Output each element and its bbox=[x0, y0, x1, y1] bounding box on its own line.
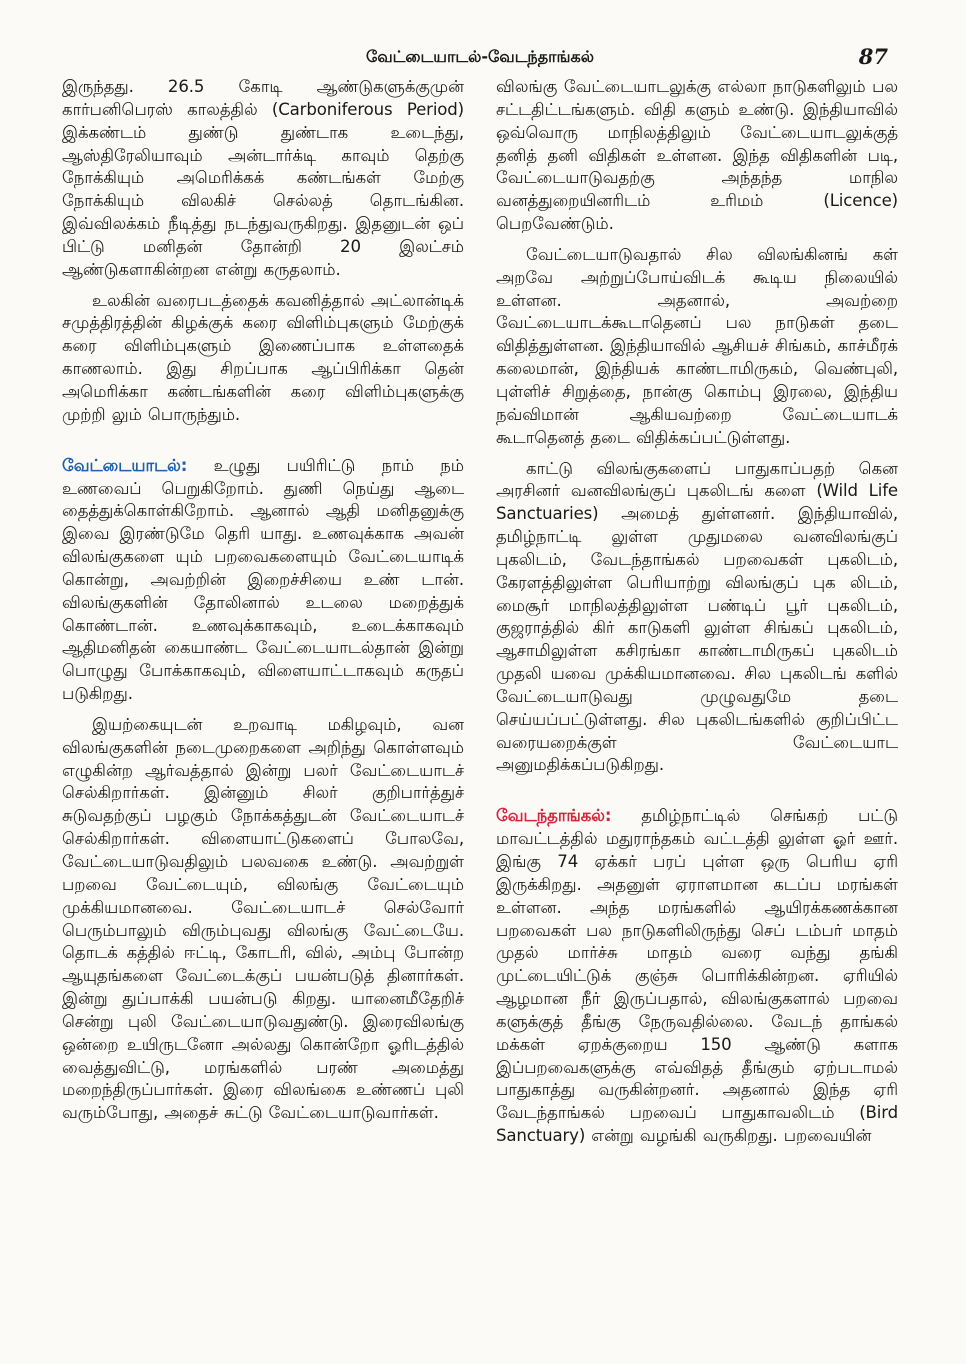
page-number: 87 bbox=[858, 44, 888, 69]
running-title: வேட்டையாடல்-வேடந்தாங்கல் bbox=[366, 47, 594, 66]
vedanthangal-heading: வேடந்தாங்கல்: bbox=[496, 806, 612, 826]
left-paragraph-2: உலகின் வரைபடத்தைக் கவனித்தால் அட்லான்டிக் சமுத்திரத்தின் கிழக்குக் கரை விளிம்புகளும் மேற்குக் கரை விளிம்புகளும் இணைப்பாக உள்ளதைக் காணலாம். இது சிறப்பாக ஆப்பிரிக்கா தென் அமெரிக்கா கண்டங்களின் கரை விளிம்புகளுக்கு முற்றி லும் பொருந்தும். bbox=[62, 290, 464, 424]
right-paragraph-3: காட்டு விலங்குகளைப் பாதுகாப்பதற் கென அரசினர் வனவிலங்குப் புகலிடங் களை (Wild Life Sanctuaries) அமைத் துள்ளனர். இந்தியாவில், தமிழ்நாட்டி லுள்ள முதுமலை வனவிலங்குப் புகலிடம், வேடந்தாங்கல் பறவைகள் புகலிடம், கேரளத்திலுள்ள பெரியாற்று விலங்குப் புக லிடம், மைசூர் மாநிலத்திலுள்ள பண்டிப் பூர் புகலிடம், குஜராத்தில் கிர் காடுகளி லுள்ள சிங்கப் புகலிடம், ஆசாமிலுள்ள கசிரங்கா காண்டாமிருகப் புகலிடம் முதலி யவை முக்கியமானவை. சில புகலிடங் களில் வேட்டையாடுவது முழுவதுமே தடை செய்யப்பட்டுள்ளது. சில புகலிடங்களில் குறிப்பிட்ட வரையறைக்குள் வேட்டையாட அனுமதிக்கப்படுகிறது. bbox=[496, 458, 898, 775]
left-paragraph-4: இயற்கையுடன் உறவாடி மகிழவும், வன விலங்குகளின் நடைமுறைகளை அறிந்து கொள்ளவும் எழுகின்ற ஆர்வத்தால் இன்று பலர் வேட்டையாடச் செல்கிறார்கள். இன்னும் சிலர் குறிபார்த்துச் சுடுவதற்குப் பழகும் நோக்கத்துடன் வேட்டையாடச் செல்கிறார்கள். விளையாட்டுகளைப் போலவே, வேட்டையாடுவதிலும் பலவகை உண்டு. அவற்றுள் பறவை வேட்டையும், விலங்கு வேட்டையும் முக்கியமானவை. வேட்டையாடச் செல்வோர் பெரும்பாலும் விரும்புவது விலங்கு வேட்டையே. தொடக் கத்தில் ஈட்டி, கோடரி, வில், அம்பு போன்ற ஆயுதங்களை வேட்டைக்குப் பயன்படுத் தினார்கள். இன்று துப்பாக்கி பயன்படு கிறது. யானைமீதேறிச் சென்று புலி வேட்டையாடுவதுண்டு. இரைவிலங்கு ஒன்றை உயிருடனோ அல்லது கொன்றோ ஓரிடத்தில் வைத்துவிட்டு, மரங்களில் பரண் அமைத்து மறைந்திருப்பார்கள். இரை விலங்கை உண்ணப் புலி வரும்போது, அதைச் சுட்டு வேட்டையாடுவார்கள். bbox=[62, 714, 464, 1123]
right-paragraph-2: வேட்டையாடுவதால் சில விலங்கினங் கள் அறவே அற்றுப்போய்விடக் கூடிய நிலையில் உள்ளன. அதனால், அவற்றை வேட்டையாடக்கூடாதெனப் பல நாடுகள் தடை விதித்துள்ளன. இந்தியாவில் ஆசியச் சிங்கம், காச்மீரக் கலைமான், இந்தியக் காண்டாமிருகம், வெண்புலி, புள்ளிச் சிறுத்தை, நான்கு கொம்பு இரலை, இந்திய நவ்விமான் ஆகியவற்றை வேட்டையாடக் கூடாதெனத் தடை விதிக்கப்பட்டுள்ளது. bbox=[496, 244, 898, 447]
vedanthangal-section-text: தமிழ்நாட்டில் செங்கற் பட்டு மாவட்டத்தில் மதுராந்தகம் வட்டத்தி லுள்ள ஓர் ஊர். இங்கு 74 ஏக்கர் பரப் புள்ள ஒரு பெரிய ஏரி இருக்கிறது. அதனுள் ஏராளமான கடப்ப மரங்கள் உள்ளன. அந்த மரங்களில் ஆயிரக்கணக்கான பறவைகள் பல நாடுகளிலிருந்து செப் டம்பர் மாதம் முதல் மார்ச்சு மாதம் வரை வந்து தங்கி முட்டையிட்டுக் குஞ்சு பொரிக்கின்றன. ஏரியில் ஆழமான நீர் இருப்பதால், விலங்குகளால் பறவை களுக்குத் தீங்கு நேருவதில்லை. வேடந் தாங்கல் மக்கள் ஏறக்குறைய 150 ஆண்டு களாக இப்பறவைகளுக்கு எவ்விதத் தீங்கும் ஏற்படாமல் பாதுகாத்து வருகின்றனர். அதனால் இந்த ஏரி வேடந்தாங்கல் பறவைப் பாதுகாவலிடம் (Bird Sanctuary) என்று வழங்கி வருகிறது. பறவையின் bbox=[496, 806, 898, 1146]
right-column bbox=[496, 76, 898, 1148]
hunting-heading: வேட்டையாடல்: bbox=[62, 455, 188, 475]
left-column bbox=[62, 76, 464, 1125]
right-paragraph-1: விலங்கு வேட்டையாடலுக்கு எல்லா நாடுகளிலும் பல சட்டதிட்டங்களும். விதி களும் உண்டு. இந்தியாவில் ஒவ்வொரு மாநிலத்திலும் வேட்டையாடலுக்குத் தனித் தனி விதிகள் உள்ளன. இந்த விதிகளின் படி, வேட்டையாடுவதற்கு அந்தந்த மாநில வனத்துறையினரிடம் உரிமம் (Licence) பெறவேண்டும். bbox=[496, 77, 898, 234]
hunting-section-paragraph bbox=[62, 455, 464, 706]
vedanthangal-section-paragraph bbox=[496, 805, 898, 1148]
left-paragraph-1: இருந்தது. 26.5 கோடி ஆண்டுகளுக்குமுன் கார்பனிபெரஸ் காலத்தில் (Carboniferous Period) இக்கண்டம் துண்டு துண்டாக உடைந்து, ஆஸ்திரேலியாவும் அன்டார்க்டி காவும் தெற்கு நோக்கியும் அமெரிக்கக் கண்டங்கள் மேற்கு நோக்கியும் விலகிச் செல்லத் தொடங்கின. இவ்விலக்கம் நீடித்து நடந்துவருகிறது. இதனுடன் ஒப் பிட்டு மனிதன் தோன்றி 20 இலட்சம் ஆண்டுகளாகின்றன என்று கருதலாம். bbox=[62, 77, 464, 279]
hunting-section-text: உழுது பயிரிட்டு நாம் நம் உணவைப் பெறுகிறோம். துணி நெய்து ஆடை தைத்துக்கொள்கிறோம். ஆனால் ஆதி மனிதனுக்கு இவை இரண்டுமே தெரி யாது. உணவுக்காக அவன் விலங்குகளை யும் பறவைகளையும் வேட்டையாடிக் கொன்று, அவற்றின் இறைச்சியை உண் டான். விலங்குகளின் தோலினால் உடலை மறைத்துக் கொண்டான். உணவுக்காகவும், உடைக்காகவும் ஆதிமனிதன் கையாண்ட வேட்டையாடல்தான் இன்று பொழுது போக்காகவும், விளையாட்டாகவும் கருதப் படுகிறது. bbox=[62, 455, 464, 704]
